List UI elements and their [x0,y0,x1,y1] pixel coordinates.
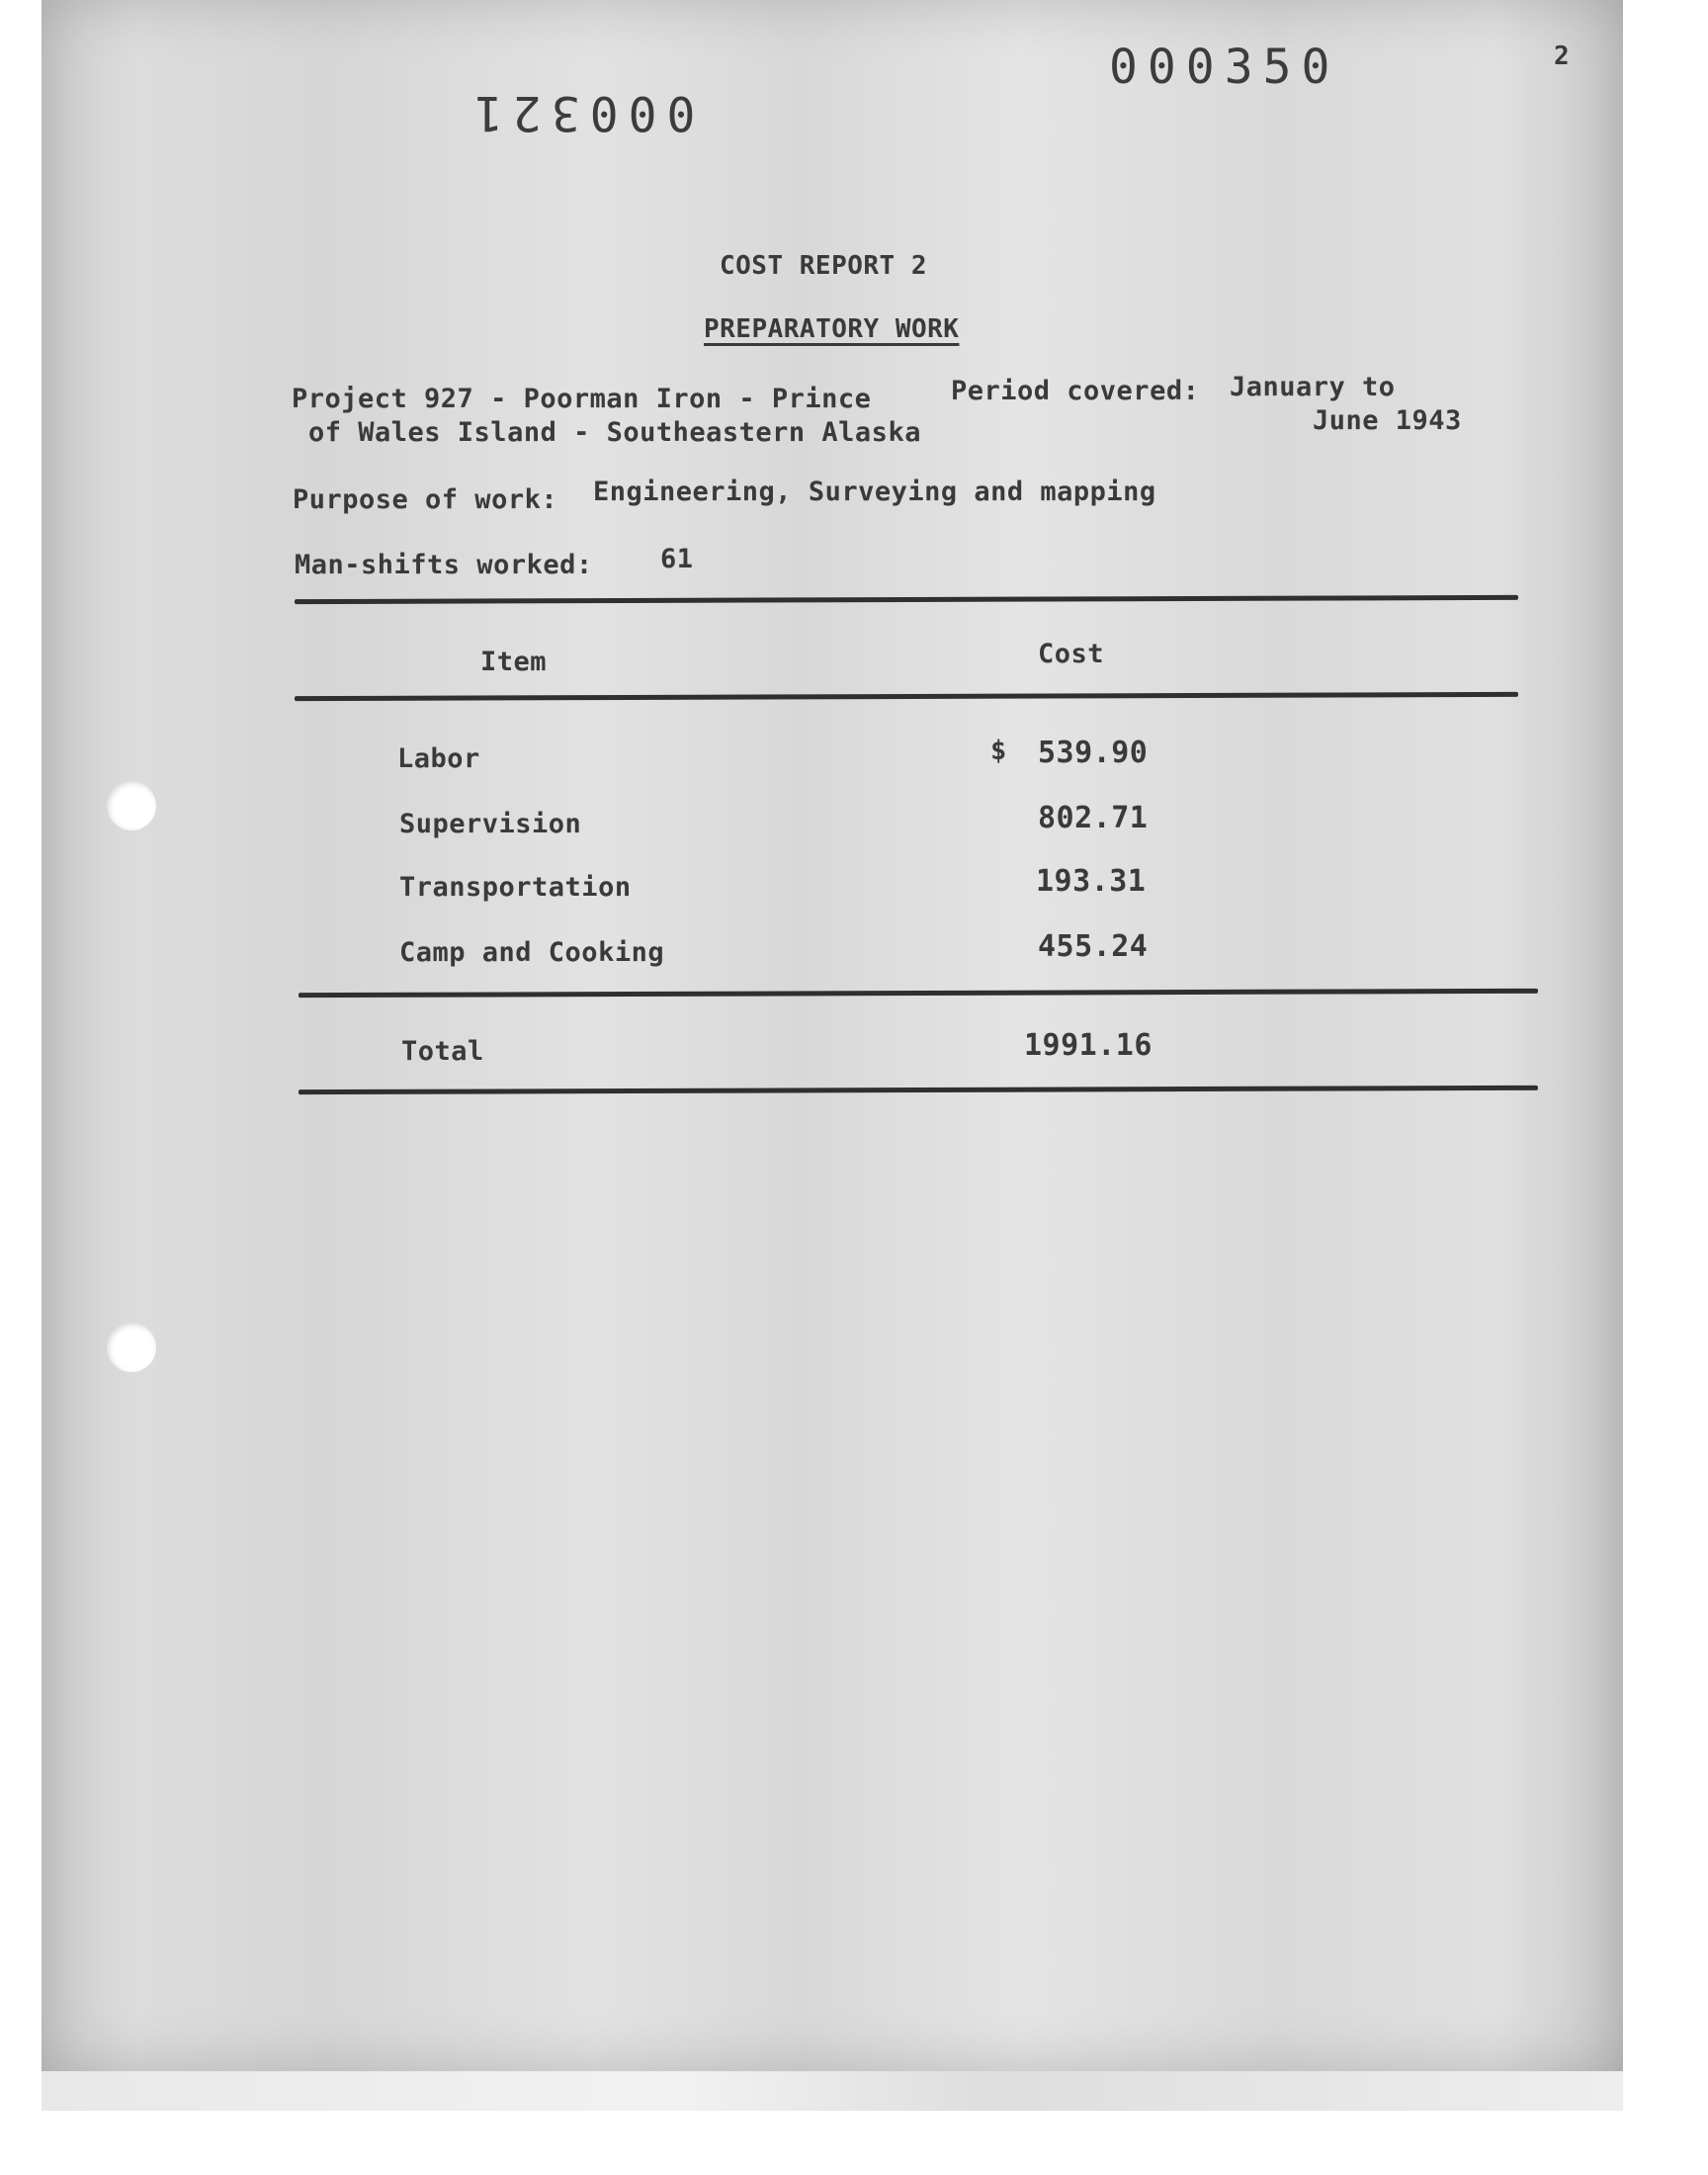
table-header-item: Item [480,647,548,677]
row-item-transportation: Transportation [399,872,632,903]
purpose-value: Engineering, Surveying and mapping [593,477,1156,507]
row-currency-symbol: $ [990,736,1007,766]
document-stamp-number: 000350 [1109,40,1340,95]
man-shifts-label: Man-shifts worked: [295,550,593,580]
period-line-1: January to [1230,372,1396,402]
scan-edge [42,2071,1623,2111]
document-page [42,0,1623,2071]
punch-hole-upper [107,781,156,830]
period-line-2: June 1943 [1313,405,1462,436]
report-title: COST REPORT 2 [720,251,927,281]
section-title: PREPARATORY WORK [704,314,960,344]
purpose-label: Purpose of work: [293,484,558,515]
total-cost: 1991.16 [1024,1028,1153,1063]
row-item-supervision: Supervision [399,809,582,839]
project-line-1: Project 927 - Poorman Iron - Prince [292,384,872,414]
row-item-labor: Labor [397,743,480,774]
page-number: 2 [1554,42,1571,71]
row-cost-camp-cooking: 455.24 [1038,929,1149,964]
man-shifts-value: 61 [660,544,694,574]
punch-hole-lower [107,1323,156,1372]
total-label: Total [401,1036,484,1067]
row-item-camp-cooking: Camp and Cooking [399,937,665,968]
table-header-cost: Cost [1038,639,1105,669]
row-cost-transportation: 193.31 [1036,864,1147,899]
period-label: Period covered: [951,376,1200,406]
row-cost-labor: 539.90 [1038,736,1149,770]
row-cost-supervision: 802.71 [1038,801,1149,835]
inverted-stamp-number: 000321 [465,85,696,140]
project-line-2: of Wales Island - Southeastern Alaska [308,417,921,448]
